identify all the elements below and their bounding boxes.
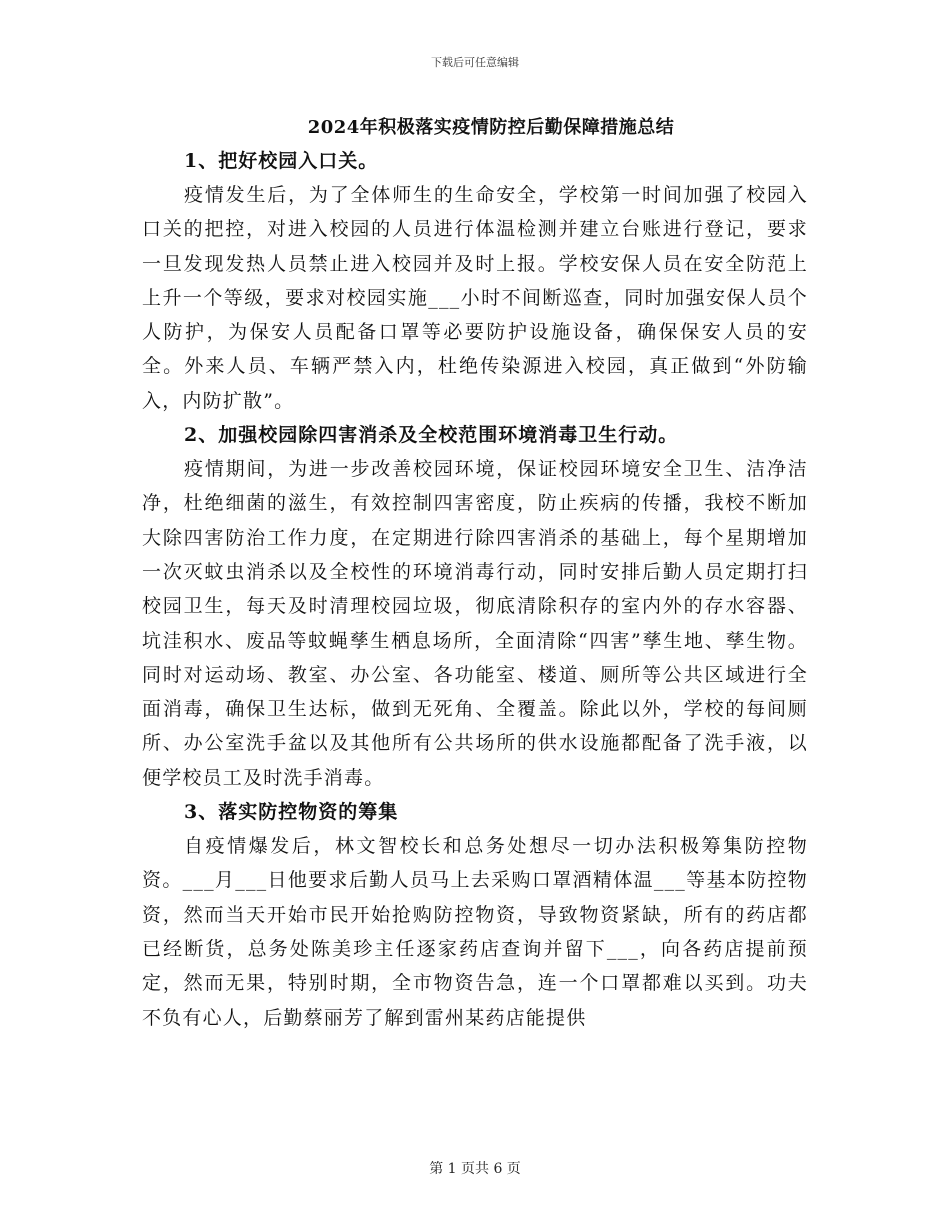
section-heading-1: 1、把好校园入口关。 (184, 150, 379, 172)
section-heading-3: 3、落实防控物资的筹集 (184, 801, 399, 824)
section-paragraph-2: 疫情期间，为进一步改善校园环境，保证校园环境安全卫生、洁净洁净，杜绝细菌的滋生，有效控制四害密度，防止疾病的传播，我校不断加大除四害防治工作力度，在定期进行除四害消杀的基础上，每个星期增加一次灭蚊虫消杀以及全校性的环境消毒行动，同时安排后勤人员定期打扫校园卫生，每天及时清理校园垃圾，彻底清除积存的室内外的存水容器、坑洼积水、废品等蚊蝇孳生栖息场所，全面清除“四害”孳生地、孳生物。同时对运动场、教室、办公室、各功能室、楼道、厕所等公共区域进行全面消毒，确保卫生达标，做到无死角、全覆盖。除此以外，学校的每间厕所、办公室洗手盆以及其他所有公共场所的供水设施都配备了洗手液，以便学校员工及时洗手消毒。 (142, 458, 808, 789)
header-note: 下载后可任意编辑 (431, 56, 519, 69)
document-title: 2024年积极落实疫情防控后勤保障措施总结 (307, 117, 675, 138)
document-body (142, 112, 808, 1035)
section-paragraph-3: 自疫情爆发后，林文智校长和总务处想尽一切办法积极筹集防控物资。___月___日他要求后勤人员马上去采购口罩酒精体温___等基本防控物资，然而当天开始市民开始抢购防控物资，导致物资紧缺，所有的药店都已经断货，总务处陈美珍主任逐家药店查询并留下___，向各药店提前预定，然而无果，特别时期，全市物资告急，连一个口罩都难以买到。功夫不负有心人，后勤蔡丽芳了解到雷州某药店能提供 (142, 835, 808, 1029)
section-heading-2: 2、加强校园除四害消杀及全校范围环境消毒卫生行动。 (184, 424, 679, 447)
page-number: 第 1 页共 6 页 (429, 1161, 521, 1177)
section-paragraph-1: 疫情发生后，为了全体师生的生命安全，学校第一时间加强了校园入口关的把控，对进入校园的人员进行体温检测并建立台账进行登记，要求一旦发现发热人员禁止进入校园并及时上报。学校安保人员在安全防范上上升一个等级，要求对校园实施___小时不间断巡查，同时加强安保人员个人防护，为保安人员配备口罩等必要防护设施设备，确保保安人员的安全。外来人员、车辆严禁入内，杜绝传染源进入校园，真正做到“外防输入，内防扩散”。 (142, 184, 808, 412)
